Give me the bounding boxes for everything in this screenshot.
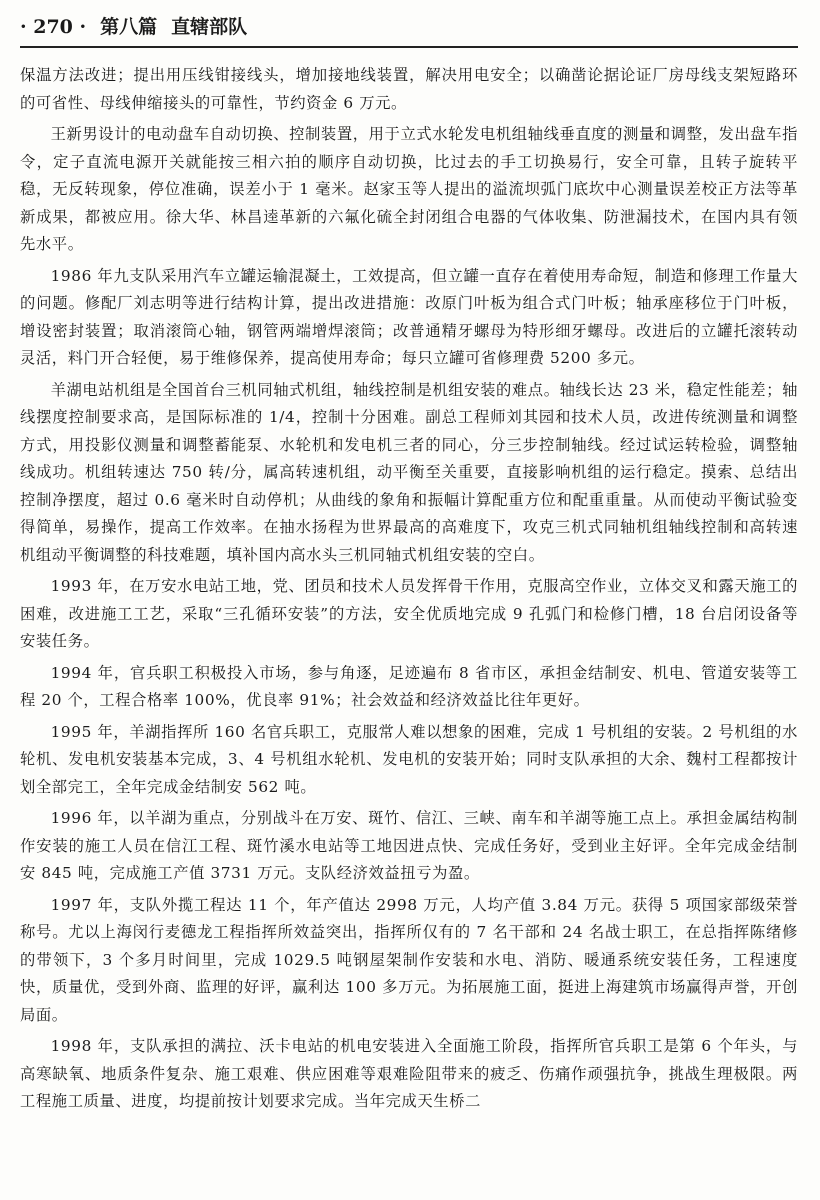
paragraph: 羊湖电站机组是全国首台三机同轴式机组，轴线控制是机组安装的难点。轴线长达 23 米，稳定性能差；轴线摆度控制要求高，是国际标准的 1/4，控制十分困难。副总工程师刘其园和技术人员，改进传统测量和调整方式，用投影仪测量和调整蓄能泵、水轮机和发电机三者的同心，分三步控制轴线。经过试运转检验，调整轴线成功。机组转速达 750 转/分，属高转速机组，动平衡至关重要，直接影响机组的运行稳定。摸索、总结出控制净摆度，超过 0.6 毫米时自动停机；从曲线的象角和振幅计算配重方位和配重重量。从而使动平衡试验变得简单，易操作，提高工作效率。在抽水扬程为世界最高的高难度下，攻克三机式同轴机组轴线控制和高转速机组动平衡调整的科技难题，填补国内高水头三机同轴式机组安装的空白。 (20, 380, 798, 564)
paragraph: 1995 年，羊湖指挥所 160 名官兵职工，克服常人难以想象的困难，完成 1 号机组的安装。2 号机组的水轮机、发电机安装基本完成，3、4 号机组水轮机、发电机的安装开始；同时支队承担的大余、魏村工程都按计划全部完工，全年完成金结制安 562 吨。 (20, 722, 798, 796)
page-number: · 270 · (20, 16, 87, 38)
paragraph: 1986 年九支队采用汽车立罐运输混凝土，工效提高，但立罐一直存在着使用寿命短，制造和修理工作量大的问题。修配厂刘志明等进行结构计算，提出改进措施：改原门叶板为组合式门叶板；轴承座移位于门叶板，增设密封装置；取消滚筒心轴，钢管两端增焊滚筒；改普通精牙螺母为特形细牙螺母。改进后的立罐托滚转动灵活，料门开合轻便，易于维修保养，提高使用寿命；每只立罐可省修理费 5200 多元。 (20, 266, 798, 367)
chapter-label: 第八篇 (100, 16, 158, 38)
paragraph: 1996 年，以羊湖为重点，分别战斗在万安、斑竹、信江、三峡、南车和羊湖等施工点上。承担金属结构制作安装的施工人员在信江工程、斑竹溪水电站等工地因进点快、完成任务好，受到业主好评。全年完成金结制安 845 吨，完成施工产值 3731 万元。支队经济效益扭亏为盈。 (20, 809, 798, 882)
header-rule (20, 46, 798, 48)
paragraph: 王新男设计的电动盘车自动切换、控制装置，用于立式水轮发电机组轴线垂直度的测量和调整，发出盘车指令，定子直流电源开关就能按三相六拍的顺序自动切换，比过去的手工切换易行，安全可靠，且转子旋转平稳，无反转现象，停位准确，误差小于 1 毫米。赵家玉等人提出的溢流坝弧门底坎中心测量误差校正方法等革新成果，都被应用。徐大华、林昌逵革新的六氟化硫全封闭组合电器的气体收集、防泄漏技术，在国内具有领先水平。 (20, 125, 798, 253)
paragraph: 1997 年，支队外揽工程达 11 个，年产值达 2998 万元，人均产值 3.84 万元。获得 5 项国家部级荣誉称号。尤以上海闵行麦德龙工程指挥所效益突出，指挥所仅有的 7 名干部和 24 名战士职工，在总指挥陈绪修的带领下，3 个多月时间里，完成 1029.5 吨钢屋架制作安装和水电、消防、暖通系统安装任务，工程速度快，质量优，受到外商、监理的好评，赢利达 100 多万元。为拓展施工面，挺进上海建筑市场赢得声誉，开创局面。 (20, 895, 798, 1024)
paragraph: 1994 年，官兵职工积极投入市场，参与角逐，足迹遍布 8 省市区，承担金结制安、机电、管道安装等工程 20 个，工程合格率 100%，优良率 91%；社会效益和经济效益比往年更好。 (20, 663, 798, 709)
section-title: 直辖部队 (171, 16, 248, 38)
paragraph: 1998 年，支队承担的满拉、沃卡电站的机电安装进入全面施工阶段，指挥所官兵职工是第 6 个年头，与高寒缺氧、地质条件复杂、施工艰难、供应困难等艰难险阻带来的疲乏、伤痛作顽强抗争，挑战生理极限。两工程施工质量、进度，均提前按计划要求完成。当年完成天生桥二 (20, 1037, 798, 1110)
paragraph: 保温方法改进；提出用压线钳接线头，增加接地线装置，解决用电安全；以确凿论据论证厂房母线支架短路环的可省性、母线伸缩接头的可靠性，节约资金 6 万元。 (20, 66, 798, 112)
paragraph: 1993 年，在万安水电站工地，党、团员和技术人员发挥骨干作用，克服高空作业，立体交叉和露天施工的困难，改进施工工艺，采取“三孔循环安装”的方法，安全优质地完成 9 孔弧门和检修门槽，18 台启闭设备等安装任务。 (20, 577, 798, 650)
body-text (20, 62, 798, 1116)
running-header (20, 12, 798, 42)
